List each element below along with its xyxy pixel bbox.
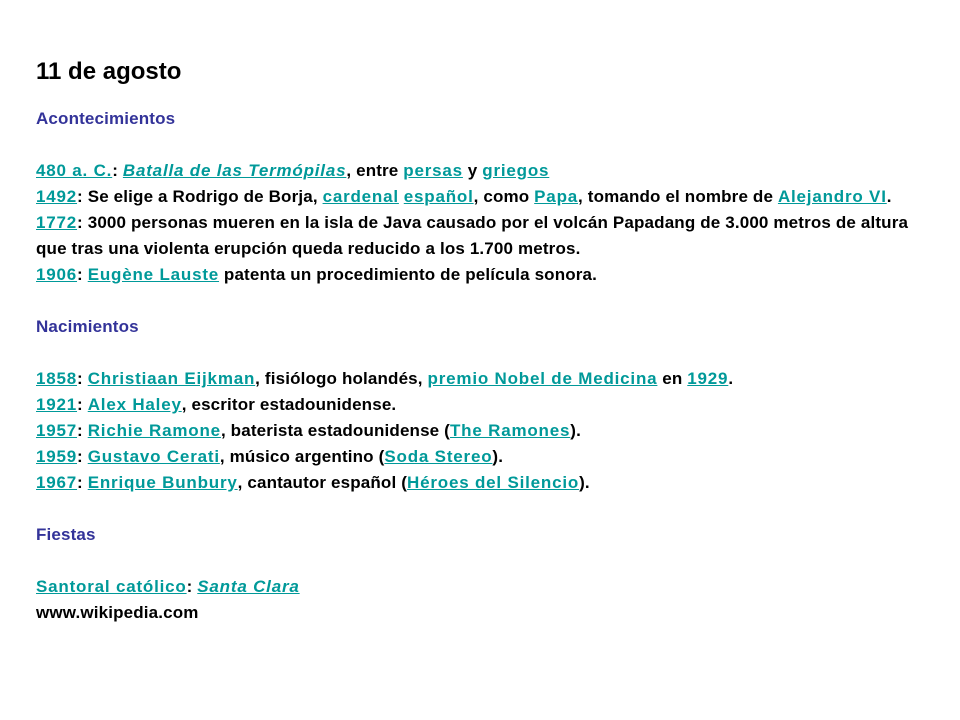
year-link[interactable]: 1959 <box>36 447 78 466</box>
content-body <box>36 106 916 626</box>
year-link[interactable]: 1906 <box>36 265 78 284</box>
spacer <box>36 340 916 366</box>
battle-link[interactable]: Batalla de las Termópilas <box>122 161 347 180</box>
year-link[interactable]: 1492 <box>36 187 78 206</box>
year-link[interactable]: 1921 <box>36 395 78 414</box>
event-text: . <box>886 187 892 206</box>
person-link[interactable]: Gustavo Cerati <box>87 447 220 466</box>
griegos-link[interactable]: griegos <box>482 161 550 180</box>
source-footer: www.wikipedia.com <box>36 603 199 622</box>
year-link[interactable]: 1967 <box>36 473 78 492</box>
year-link[interactable]: 480 a. C. <box>36 161 113 180</box>
event-item <box>36 184 916 210</box>
birth-text: ). <box>570 421 581 440</box>
band-link[interactable]: Soda Stereo <box>384 447 493 466</box>
event-text: y <box>462 161 483 180</box>
birth-text: , baterista estadounidense ( <box>220 421 450 440</box>
event-text: , entre <box>346 161 404 180</box>
event-text: : <box>112 161 123 180</box>
year-link[interactable]: 1858 <box>36 369 78 388</box>
birth-item <box>36 444 916 470</box>
person-link[interactable]: Richie Ramone <box>87 421 221 440</box>
birth-text: , fisiólogo holandés, <box>255 369 428 388</box>
birth-text: : <box>77 421 88 440</box>
papa-link[interactable]: Papa <box>534 187 579 206</box>
year-link[interactable]: 1957 <box>36 421 78 440</box>
birth-text: ). <box>579 473 590 492</box>
birth-item <box>36 418 916 444</box>
birth-text: en <box>657 369 688 388</box>
band-link[interactable]: The Ramones <box>449 421 571 440</box>
person-link[interactable]: Alex Haley <box>87 395 182 414</box>
page-title: 11 de agosto <box>36 58 182 85</box>
birth-text: , cantautor español ( <box>237 473 408 492</box>
event-text: , como <box>473 187 535 206</box>
spacer <box>36 132 916 158</box>
persas-link[interactable]: persas <box>403 161 463 180</box>
spacer <box>36 548 916 574</box>
birth-text: ). <box>492 447 504 466</box>
event-text: : <box>77 265 88 284</box>
birth-item <box>36 470 916 496</box>
section-heading-acontecimientos: Acontecimientos <box>36 109 176 128</box>
feast-item <box>36 574 916 600</box>
birth-text: . <box>728 369 734 388</box>
year-link[interactable]: 1929 <box>687 369 729 388</box>
year-link[interactable]: 1772 <box>36 213 78 232</box>
nobel-link[interactable]: premio Nobel de Medicina <box>427 369 658 388</box>
event-item <box>36 210 916 262</box>
birth-text: , escritor estadounidense. <box>181 395 397 414</box>
saint-link[interactable]: Santa Clara <box>197 577 300 596</box>
birth-item <box>36 366 916 392</box>
event-text: , tomando el nombre de <box>578 187 778 206</box>
event-item <box>36 262 916 288</box>
birth-text: , músico argentino ( <box>219 447 385 466</box>
person-link[interactable]: Christiaan Eijkman <box>87 369 256 388</box>
spacer <box>36 496 916 522</box>
event-item <box>36 158 916 184</box>
spacer <box>36 288 916 314</box>
person-link[interactable]: Eugène Lauste <box>87 265 220 284</box>
cardenal-link[interactable]: cardenal <box>322 187 399 206</box>
birth-text: : <box>77 447 88 466</box>
event-text: patenta un procedimiento de película sonora. <box>219 265 598 284</box>
event-text: : Se elige a Rodrigo de Borja, <box>77 187 323 206</box>
section-heading-fiestas: Fiestas <box>36 525 96 544</box>
alejandro-vi-link[interactable]: Alejandro VI <box>777 187 887 206</box>
person-link[interactable]: Enrique Bunbury <box>87 473 238 492</box>
santoral-link[interactable]: Santoral católico <box>36 577 187 596</box>
section-heading-nacimientos: Nacimientos <box>36 317 139 336</box>
birth-text: : <box>77 395 88 414</box>
band-link[interactable]: Héroes del Silencio <box>407 473 580 492</box>
birth-text: : <box>77 473 88 492</box>
espanol-link[interactable]: español <box>403 187 474 206</box>
birth-item <box>36 392 916 418</box>
feast-text: : <box>186 577 198 596</box>
birth-text: : <box>77 369 88 388</box>
event-text: : 3000 personas mueren en la isla de Java causado por el volcán Papadang de 3.000 metros de altura que tras una violenta erupción queda reducido a los 1.700 metros. <box>36 213 909 258</box>
